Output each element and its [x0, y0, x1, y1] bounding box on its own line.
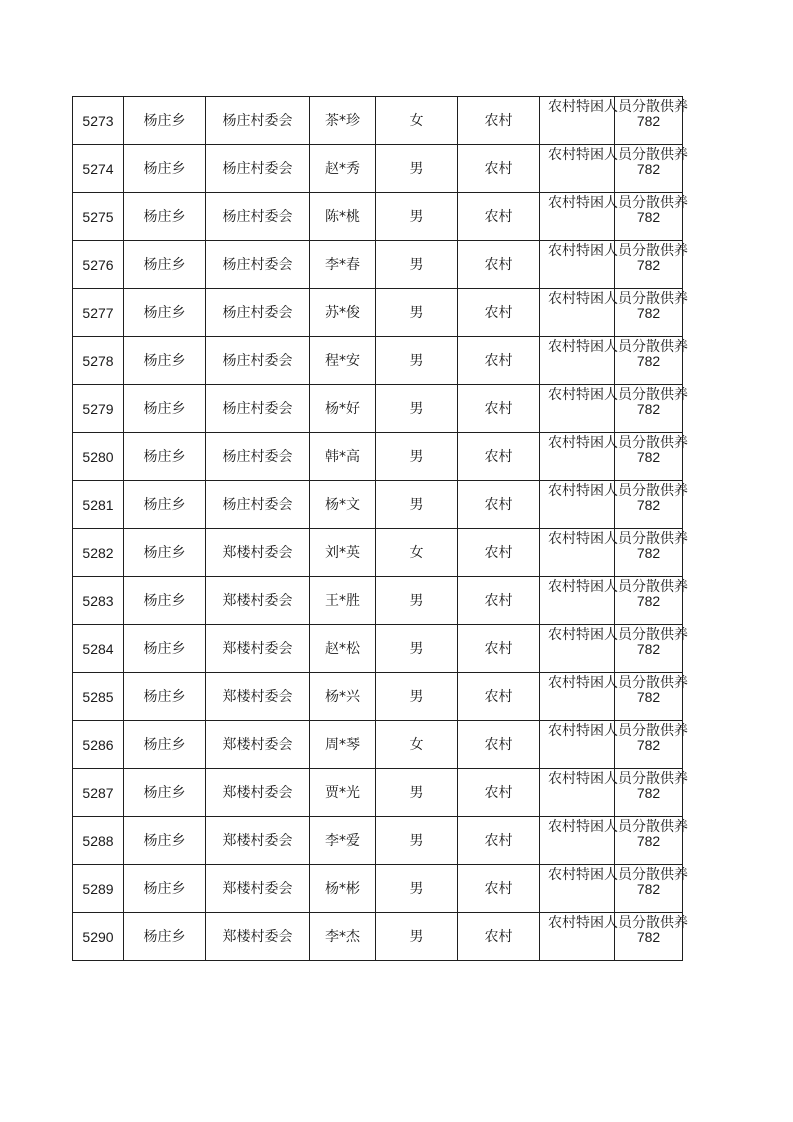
village-committee-cell: 杨庄村委会: [206, 193, 310, 241]
table-row: [73, 481, 683, 529]
area-type-cell: 农村: [458, 481, 540, 529]
row-number-cell: 5288: [73, 817, 124, 865]
area-type-cell: 农村: [458, 97, 540, 145]
table-row: [73, 817, 683, 865]
amount-cell: 782: [615, 721, 683, 769]
village-committee-cell: 杨庄村委会: [206, 145, 310, 193]
village-committee-cell: 杨庄村委会: [206, 337, 310, 385]
row-number-cell: 5276: [73, 241, 124, 289]
area-type-cell: 农村: [458, 529, 540, 577]
person-name-cell: 李*爱: [310, 817, 376, 865]
township-cell: 杨庄乡: [124, 529, 206, 577]
table-row: [73, 145, 683, 193]
area-type-cell: 农村: [458, 241, 540, 289]
row-number-cell: 5274: [73, 145, 124, 193]
row-number-cell: 5284: [73, 625, 124, 673]
person-name-cell: 程*安: [310, 337, 376, 385]
township-cell: 杨庄乡: [124, 337, 206, 385]
row-number-cell: 5282: [73, 529, 124, 577]
person-name-cell: 杨*好: [310, 385, 376, 433]
person-name-cell: 苏*俊: [310, 289, 376, 337]
gender-cell: 男: [376, 769, 458, 817]
area-type-cell: 农村: [458, 913, 540, 961]
assistance-category-text: 农村特困人员分散供养: [548, 339, 688, 355]
area-type-cell: 农村: [458, 385, 540, 433]
assistance-category-text: 农村特困人员分散供养: [548, 435, 688, 451]
assistance-category-text: 农村特困人员分散供养: [548, 387, 688, 403]
village-committee-cell: 郑楼村委会: [206, 865, 310, 913]
gender-cell: 男: [376, 385, 458, 433]
township-cell: 杨庄乡: [124, 193, 206, 241]
table-row: [73, 529, 683, 577]
village-committee-cell: 郑楼村委会: [206, 673, 310, 721]
gender-cell: 男: [376, 433, 458, 481]
gender-cell: 男: [376, 241, 458, 289]
village-committee-cell: 郑楼村委会: [206, 721, 310, 769]
township-cell: 杨庄乡: [124, 721, 206, 769]
row-number-cell: 5283: [73, 577, 124, 625]
table-row: [73, 241, 683, 289]
table-row: [73, 721, 683, 769]
table-row: [73, 193, 683, 241]
person-name-cell: 刘*英: [310, 529, 376, 577]
township-cell: 杨庄乡: [124, 289, 206, 337]
gender-cell: 女: [376, 721, 458, 769]
row-number-cell: 5275: [73, 193, 124, 241]
table-row: [73, 625, 683, 673]
village-committee-cell: 杨庄村委会: [206, 433, 310, 481]
gender-cell: 男: [376, 481, 458, 529]
assistance-category-text: 农村特困人员分散供养: [548, 483, 688, 499]
person-name-cell: 李*春: [310, 241, 376, 289]
row-number-cell: 5279: [73, 385, 124, 433]
person-name-cell: 赵*秀: [310, 145, 376, 193]
assistance-category-text: 农村特困人员分散供养: [548, 771, 688, 787]
table-row: [73, 337, 683, 385]
amount-cell: 782: [615, 673, 683, 721]
assistance-category-text: 农村特困人员分散供养: [548, 675, 688, 691]
village-committee-cell: 郑楼村委会: [206, 625, 310, 673]
amount-cell: 782: [615, 481, 683, 529]
amount-cell: 782: [615, 385, 683, 433]
assistance-category-text: 农村特困人员分散供养: [548, 531, 688, 547]
amount-cell: 782: [615, 817, 683, 865]
assistance-category-text: 农村特困人员分散供养: [548, 627, 688, 643]
gender-cell: 男: [376, 673, 458, 721]
gender-cell: 女: [376, 97, 458, 145]
gender-cell: 男: [376, 145, 458, 193]
amount-cell: 782: [615, 337, 683, 385]
village-committee-cell: 杨庄村委会: [206, 97, 310, 145]
roster-body: [73, 97, 688, 961]
roster-table: [72, 96, 688, 961]
gender-cell: 男: [376, 913, 458, 961]
row-number-cell: 5278: [73, 337, 124, 385]
area-type-cell: 农村: [458, 865, 540, 913]
village-committee-cell: 郑楼村委会: [206, 913, 310, 961]
person-name-cell: 周*琴: [310, 721, 376, 769]
table-row: [73, 913, 683, 961]
assistance-category-text: 农村特困人员分散供养: [548, 147, 688, 163]
township-cell: 杨庄乡: [124, 673, 206, 721]
township-cell: 杨庄乡: [124, 145, 206, 193]
assistance-category-text: 农村特困人员分散供养: [548, 243, 688, 259]
amount-cell: 782: [615, 529, 683, 577]
amount-cell: 782: [615, 97, 683, 145]
village-committee-cell: 杨庄村委会: [206, 241, 310, 289]
village-committee-cell: 杨庄村委会: [206, 385, 310, 433]
township-cell: 杨庄乡: [124, 625, 206, 673]
township-cell: 杨庄乡: [124, 769, 206, 817]
assistance-category-text: 农村特困人员分散供养: [548, 99, 688, 115]
area-type-cell: 农村: [458, 817, 540, 865]
area-type-cell: 农村: [458, 625, 540, 673]
township-cell: 杨庄乡: [124, 481, 206, 529]
person-name-cell: 韩*高: [310, 433, 376, 481]
area-type-cell: 农村: [458, 145, 540, 193]
person-name-cell: 陈*桃: [310, 193, 376, 241]
amount-cell: 782: [615, 145, 683, 193]
gender-cell: 男: [376, 577, 458, 625]
area-type-cell: 农村: [458, 193, 540, 241]
person-name-cell: 杨*彬: [310, 865, 376, 913]
gender-cell: 男: [376, 193, 458, 241]
person-name-cell: 李*杰: [310, 913, 376, 961]
assistance-category-text: 农村特困人员分散供养: [548, 195, 688, 211]
amount-cell: 782: [615, 577, 683, 625]
gender-cell: 男: [376, 289, 458, 337]
area-type-cell: 农村: [458, 577, 540, 625]
assistance-category-text: 农村特困人员分散供养: [548, 915, 688, 931]
village-committee-cell: 郑楼村委会: [206, 817, 310, 865]
area-type-cell: 农村: [458, 337, 540, 385]
amount-cell: 782: [615, 865, 683, 913]
row-number-cell: 5286: [73, 721, 124, 769]
township-cell: 杨庄乡: [124, 433, 206, 481]
township-cell: 杨庄乡: [124, 865, 206, 913]
assistance-category-text: 农村特困人员分散供养: [548, 867, 688, 883]
table-row: [73, 865, 683, 913]
amount-cell: 782: [615, 913, 683, 961]
area-type-cell: 农村: [458, 769, 540, 817]
table-row: [73, 289, 683, 337]
person-name-cell: 赵*松: [310, 625, 376, 673]
gender-cell: 男: [376, 625, 458, 673]
row-number-cell: 5281: [73, 481, 124, 529]
gender-cell: 男: [376, 817, 458, 865]
village-committee-cell: 杨庄村委会: [206, 289, 310, 337]
township-cell: 杨庄乡: [124, 385, 206, 433]
township-cell: 杨庄乡: [124, 817, 206, 865]
township-cell: 杨庄乡: [124, 241, 206, 289]
gender-cell: 男: [376, 337, 458, 385]
row-number-cell: 5277: [73, 289, 124, 337]
village-committee-cell: 杨庄村委会: [206, 481, 310, 529]
table-row: [73, 433, 683, 481]
amount-cell: 782: [615, 241, 683, 289]
person-name-cell: 杨*文: [310, 481, 376, 529]
assistance-category-text: 农村特困人员分散供养: [548, 579, 688, 595]
table-row: [73, 673, 683, 721]
row-number-cell: 5290: [73, 913, 124, 961]
township-cell: 杨庄乡: [124, 913, 206, 961]
person-name-cell: 茶*珍: [310, 97, 376, 145]
amount-cell: 782: [615, 289, 683, 337]
amount-cell: 782: [615, 193, 683, 241]
amount-cell: 782: [615, 625, 683, 673]
person-name-cell: 王*胜: [310, 577, 376, 625]
amount-cell: 782: [615, 433, 683, 481]
area-type-cell: 农村: [458, 673, 540, 721]
table-row: [73, 577, 683, 625]
person-name-cell: 贾*光: [310, 769, 376, 817]
table-row: [73, 97, 683, 145]
village-committee-cell: 郑楼村委会: [206, 529, 310, 577]
area-type-cell: 农村: [458, 289, 540, 337]
row-number-cell: 5287: [73, 769, 124, 817]
table-row: [73, 385, 683, 433]
township-cell: 杨庄乡: [124, 577, 206, 625]
table-row: [73, 769, 683, 817]
gender-cell: 女: [376, 529, 458, 577]
assistance-category-text: 农村特困人员分散供养: [548, 291, 688, 307]
area-type-cell: 农村: [458, 433, 540, 481]
row-number-cell: 5280: [73, 433, 124, 481]
village-committee-cell: 郑楼村委会: [206, 769, 310, 817]
row-number-cell: 5289: [73, 865, 124, 913]
assistance-category-text: 农村特困人员分散供养: [548, 723, 688, 739]
amount-cell: 782: [615, 769, 683, 817]
village-committee-cell: 郑楼村委会: [206, 577, 310, 625]
person-name-cell: 杨*兴: [310, 673, 376, 721]
gender-cell: 男: [376, 865, 458, 913]
assistance-category-text: 农村特困人员分散供养: [548, 819, 688, 835]
row-number-cell: 5285: [73, 673, 124, 721]
row-number-cell: 5273: [73, 97, 124, 145]
township-cell: 杨庄乡: [124, 97, 206, 145]
area-type-cell: 农村: [458, 721, 540, 769]
